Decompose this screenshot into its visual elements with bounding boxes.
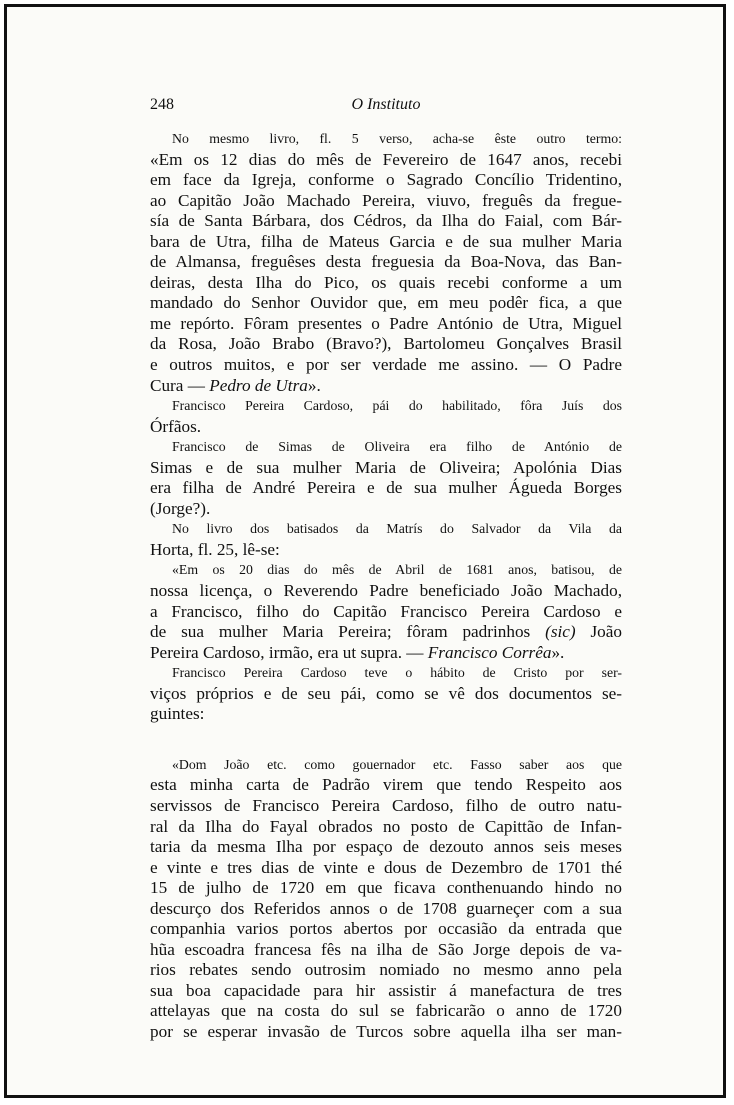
text-line: No livro dos batisados da Matrís do Salvador da Vila da [172,521,622,537]
text-line: Francisco Pereira Cardoso, pái do habilitado, fôra Juís dos [172,398,622,414]
text-line: era filha de André Pereira e de sua mulher Águeda Borges [150,478,622,498]
text-line: Órfãos. [150,416,202,436]
text-line: Horta, fl. 25, lê-se: [150,539,280,559]
sic-note: (sic) [545,622,576,642]
text-line: nossa licença, o Reverendo Padre beneficiado João Machado, [150,581,622,601]
text-line: ao Capitão João Machado Pereira, viuvo, freguês da fregue- [150,190,622,210]
text-line: taria da mesma Ilha por espaço de dezouto annos seis meses [150,837,622,857]
text-line: Simas e de sua mulher Maria de Oliveira; Apolónia Dias [150,457,622,477]
text-run: de sua mulher Maria Pereira; fôram padrinhos [150,622,546,642]
text-line: deiras, desta Ilha do Pico, os quais recebi conforme a um [150,272,622,292]
text-line [150,376,622,397]
text-run: ». [307,375,321,395]
text-line: esta minha carta de Padrão virem que tendo Respeito aos [150,775,622,795]
signature-name: Francisco Corrêa [427,642,552,662]
text-run: Pereira Cardoso, irmão, era ut supra. — [150,642,428,662]
page-number: 248 [150,96,174,113]
text-line: a Francisco, filho do Capitão Francisco Pereira Cardoso e [150,601,622,621]
text-line: guintes: [150,704,205,724]
text-line: sua boa capacidade para hir assistir á manefactura de tres [150,980,622,1000]
text-line: Francisco de Simas de Oliveira era filho de António de [172,439,622,455]
paragraph-baptism-intro [150,519,622,560]
text-line: companhia varios portos abertos por occasião da entrada que [150,919,622,939]
text-line: em face da Igreja, conforme o Sagrado Concílio Tridentino, [150,170,622,190]
text-line: No mesmo livro, fl. 5 verso, acha-se êste outro termo: [172,131,622,146]
book-page [150,95,622,1043]
text-line: 15 de julho de 1720 em que ficava conthenuando hindo no [150,878,622,898]
text-line [150,643,622,664]
text-run: ». [551,642,565,662]
text-line: bara de Utra, filha de Mateus Garcia e de sua mulher Maria [150,231,622,251]
text-line: descurço dos Referidos annos o de 1708 guarneçer com a sua [150,898,622,918]
text-line: «Em os 12 dias do mês de Fevereiro de 1647 anos, recebi [150,149,622,169]
text-line: viços próprios e de seu pái, como se vê dos documentos se- [150,683,622,703]
text-line: Francisco Pereira Cardoso teve o hábito de Cristo por ser- [172,665,622,681]
text-run: João [575,622,622,642]
running-title: O Instituto [351,96,421,113]
text-line: de Almansa, freguêses desta freguesia da Boa-Nova, das Ban- [150,252,622,272]
text-line [150,622,622,643]
text-line: sía de Santa Bárbara, dos Cédros, da Ilha do Faial, com Bár- [150,211,622,231]
text-line: e outros muitos, e por ser verdade me assino. — O Padre [150,355,622,375]
text-line: ral da Ilha do Fayal obrados no posto de Capittão de Infan- [150,816,622,836]
paragraph-parents [150,437,622,519]
text-line: (Jorge?). [150,498,211,518]
paragraph-father [150,396,622,437]
paragraph-marriage-record [150,129,622,396]
section-gap [150,725,622,755]
text-line: attelayas que na costa do sul se fabricarão o anno de 1720 [150,1001,622,1021]
paragraph-royal-letter [150,755,622,1043]
paragraph-habit-of-christ [150,663,622,725]
text-line: rios rebates sendo outrosim nomiado no mesmo anno pela [150,960,622,980]
text-line: e vinte e tres dias de vinte e dous de Dezembro de 1701 thé [150,857,622,877]
text-line: por se esperar invasão de Turcos sobre aquella ilha ser man- [150,1021,622,1041]
paragraph-baptism-record [150,560,622,663]
text-line: «Em os 20 dias do mês de Abril de 1681 anos, batisou, de [172,562,622,578]
text-line: mandado do Senhor Ouvidor que, em meu podêr fica, a que [150,293,622,313]
text-line: «Dom João etc. como gouernador etc. Fasso saber aos que [172,756,622,772]
page-header [150,95,622,119]
text-line: hũa escoadra francesa fês na ilha de São Jorge depois de va- [150,939,622,959]
text-run: Cura — [150,375,210,395]
text-line: me repórto. Fôram presentes o Padre António de Utra, Miguel [150,313,622,333]
text-line: da Rosa, João Brabo (Bravo?), Bartolomeu Gonçalves Brasil [150,334,622,354]
signature-name: Pedro de Utra [209,375,308,395]
text-line: servissos de Francisco Pereira Cardoso, filho de outro natu- [150,795,622,815]
